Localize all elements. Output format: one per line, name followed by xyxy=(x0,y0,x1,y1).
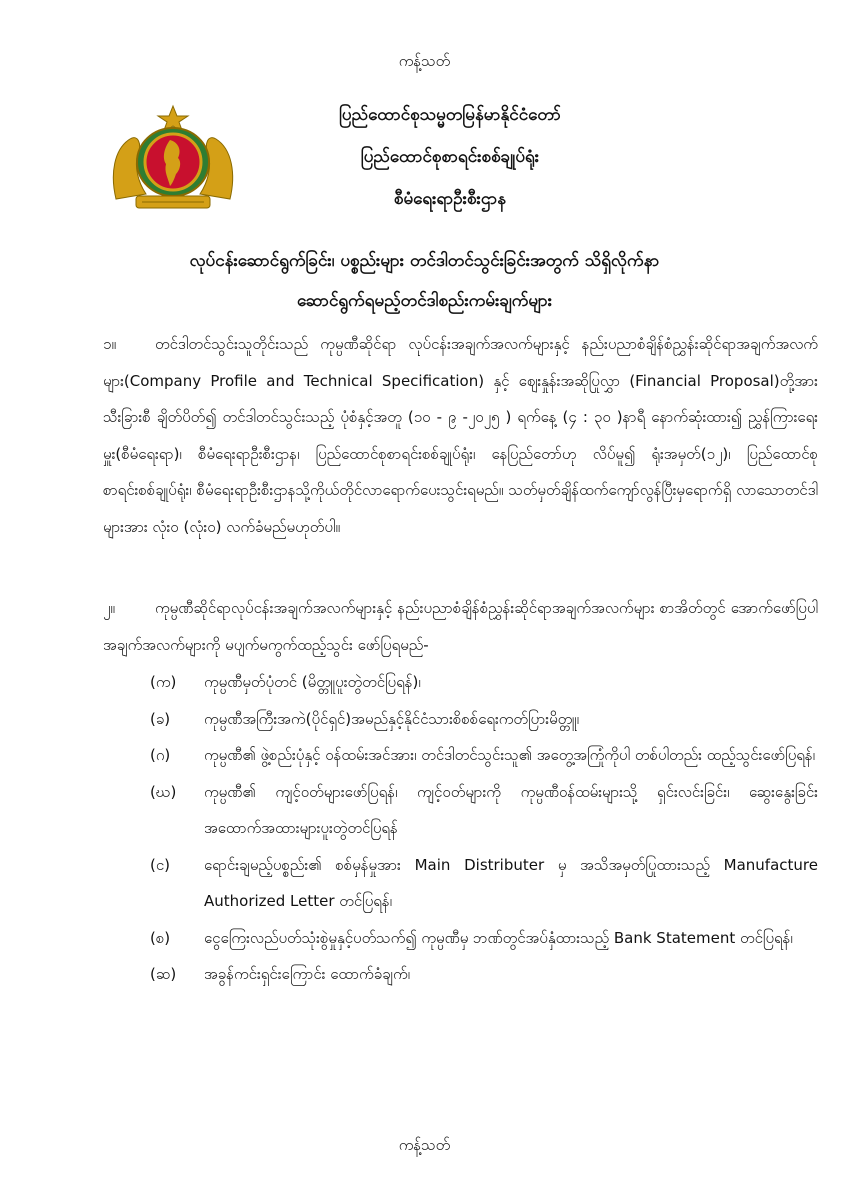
paragraph-2 xyxy=(103,590,818,663)
requirement-list xyxy=(150,664,818,993)
list-item xyxy=(150,847,818,920)
list-item-marker: (ဃ) xyxy=(150,782,177,801)
header-country: ပြည်ထောင်စုသမ္မတမြန်မာနိုင်ငံတော် xyxy=(339,105,561,125)
list-item-marker: (စ) xyxy=(150,928,171,947)
list-item-marker: (ဆ) xyxy=(150,965,177,983)
list-item-marker: (ခ) xyxy=(150,709,171,728)
list-item xyxy=(150,701,818,738)
paragraph-1 xyxy=(103,326,818,545)
list-item-marker: (ဂ) xyxy=(150,746,171,764)
header-department: စီမံရေးရာဦးစီးဌာန xyxy=(393,189,507,209)
list-item-text: ငွေကြေးလည်ပတ်သုံးစွဲမှုနှင့်ပတ်သက်၍ ကုမ္ပဏီမှ ဘဏ်တွင်အပ်နှံထားသည့် Bank Statement တင်ပြရန်၊ xyxy=(204,928,793,947)
list-item xyxy=(150,664,818,701)
list-item-marker: (င) xyxy=(150,855,171,874)
list-item xyxy=(150,920,818,957)
paragraph-2-number: ၂။ xyxy=(103,599,115,617)
header-office: ပြည်ထောင်စုစာရင်းစစ်ချုပ်ရုံး xyxy=(360,147,540,167)
list-item-text: ကုမ္ပဏီအကြီးအကဲ(ပိုင်ရှင်)အမည်နှင့်နိုင်ငံသားစိစစ်ရေးကတ်ပြားမိတ္တူ၊ xyxy=(204,709,579,728)
list-item xyxy=(150,956,818,993)
classification-top: ကန့်သတ် xyxy=(398,52,451,70)
paragraph-1-text: တင်ဒါတင်သွင်းသူတိုင်းသည် ကုမ္ပဏီဆိုင်ရာ လုပ်ငန်းအချက်အလက်များနှင့် နည်းပညာစံချိန်စံညွှန်းဆိုင်ရာအချက်အလက်များ(Company Profile and Technical Specification) နှင့် ဈေးနှုန်းအဆိုပြုလွှာ (Financial Proposal)တို့အား သီးခြားစီ ချိတ်ပိတ်၍ တင်ဒါတင်သွင်းသည့် ပုံစံနှင့်အတူ (၁၀ - ၉ -၂၀၂၅ ) ရက်နေ့ (၄ : ၃၀ )နာရီ နောက်ဆုံးထား၍ ညွှန်ကြားရေးမှူး(စီမံရေးရာ)၊ စီမံရေးရာဦးစီးဌာန၊ ပြည်ထောင်စုစာရင်းစစ်ချုပ်ရုံး၊ နေပြည်တော်ဟု လိပ်မူ၍ ရုံးအမှတ်(၁၂)၊ ပြည်ထောင်စုစာရင်းစစ်ချုပ်ရုံး၊ စီမံရေးရာဦးစီးဌာနသို့ကိုယ်တိုင်လာရောက်ပေးသွင်းရမည်။ သတ်မှတ်ချိန်ထက်ကျော်လွန်ပြီးမှရောက်ရှိ လာသောတင်ဒါများအား လုံးဝ (လုံးဝ) လက်ခံမည်မဟုတ်ပါ။ xyxy=(103,335,818,536)
paragraph-1-number: ၁။ xyxy=(103,335,116,353)
document-title-line-2: ဆောင်ရွက်ရမည့်တင်ဒါစည်းကမ်းချက်များ xyxy=(296,291,553,311)
paragraph-2-text: ကုမ္ပဏီဆိုင်ရာလုပ်ငန်းအချက်အလက်များနှင့် နည်းပညာစံချိန်စံညွှန်းဆိုင်ရာအချက်အလက်များ စာအိတ်တွင် အောက်ဖော်ပြပါ အချက်အလက်များကို မပျက်မကွက်ထည့်သွင်း ဖော်ပြရမည်- xyxy=(103,599,818,654)
list-item xyxy=(150,737,818,774)
state-seal-icon xyxy=(108,104,238,214)
list-item-text: အခွန်ကင်းရှင်းကြောင်း ထောက်ခံချက်၊ xyxy=(204,965,411,983)
document-title-line-1: လုပ်ငန်းဆောင်ရွက်ခြင်း၊ ပစ္စည်းများ တင်ဒါတင်သွင်းခြင်းအတွက် သိရှိလိုက်နာ xyxy=(189,251,660,271)
classification-bottom: ကန့်သတ် xyxy=(398,1136,451,1154)
list-item-text: ကုမ္ပဏီမှတ်ပုံတင် (မိတ္တူပူးတွဲတင်ပြရန်)၊ xyxy=(204,673,421,691)
list-item xyxy=(150,774,818,847)
list-item-text: ကုမ္ပဏီ၏ ဖွဲ့စည်းပုံနှင့် ဝန်ထမ်းအင်အား၊ တင်ဒါတင်သွင်းသူ၏ အတွေ့အကြုံကိုပါ တစ်ပါတည်း ထည့်သွင်းဖော်ပြရန်၊ xyxy=(204,746,816,764)
list-item-text: ရောင်းချမည့်ပစ္စည်း၏ စစ်မှန်မှုအား Main Distributer မှ အသိအမှတ်ပြုထားသည့် Manufacture Authorized Letter တင်ပြရန်၊ xyxy=(204,855,818,910)
list-item-text: ကုမ္ပဏီ၏ ကျင့်ဝတ်များဖော်ပြရန်၊ ကျင့်ဝတ်များကို ကုမ္ပဏီဝန်ထမ်းများသို့ ရှင်းလင်းခြင်း၊ ဆွေးနွေးခြင်း အထောက်အထားများပူးတွဲတင်ပြရန် xyxy=(204,782,818,837)
list-item-marker: (က) xyxy=(150,673,177,691)
